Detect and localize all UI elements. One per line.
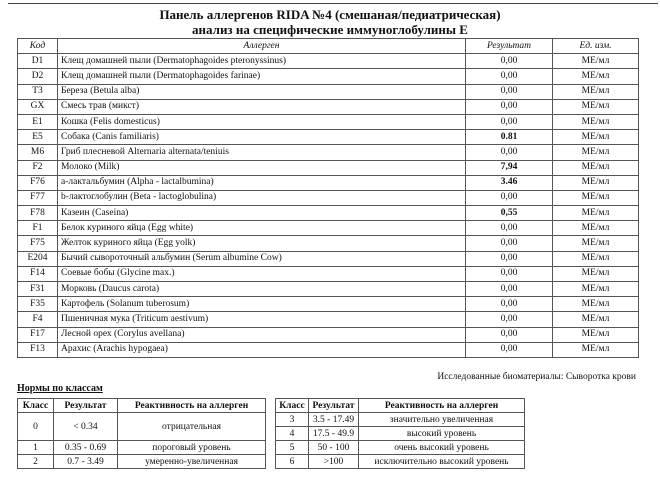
allergen-code: F13 [18,342,58,357]
table-row [18,190,639,205]
allergen-name: Казеин (Caseina) [58,206,466,221]
norms-class: 3 [276,413,309,427]
allergen-result: 0,00 [466,266,553,281]
allergen-code: T3 [18,84,58,99]
norms-class: 2 [18,455,54,469]
allergen-unit: МЕ/мл [553,84,639,99]
title-line-2: анализ на специфические иммуноглобулины Е [192,22,468,37]
allergen-code: D2 [18,69,58,84]
allergen-name: Береза (Betula alba) [58,84,466,99]
allergen-name: Клещ домашней пыли (Dermatophagoides farinae) [58,69,466,84]
allergen-unit: МЕ/мл [553,130,639,145]
allergen-unit: МЕ/мл [553,190,639,205]
allergen-result: 0,00 [466,251,553,266]
allergen-unit: МЕ/мл [553,175,639,190]
allergen-result: 0,55 [466,206,553,221]
allergen-code: D1 [18,54,58,69]
allergen-code: E5 [18,130,58,145]
allergen-result: 0,00 [466,282,553,297]
norms-result: < 0.34 [54,413,118,441]
allergen-unit: МЕ/мл [553,99,639,114]
allergen-unit: МЕ/мл [553,282,639,297]
allergen-code: F77 [18,190,58,205]
allergen-unit: МЕ/мл [553,206,639,221]
allergen-code: M6 [18,145,58,160]
allergen-result: 0,00 [466,145,553,160]
norms-result: 0.7 - 3.49 [54,455,118,469]
allergen-code: F78 [18,206,58,221]
header-unit: Ед. изм. [553,39,639,54]
allergen-code: F17 [18,327,58,342]
allergen-name: Кошка (Felis domesticus) [58,114,466,129]
allergen-result: 0,00 [466,114,553,129]
top-rule [8,3,658,4]
allergen-unit: МЕ/мл [553,114,639,129]
allergen-unit: МЕ/мл [553,312,639,327]
table-row [18,312,639,327]
table-row [18,266,639,281]
allergen-unit: МЕ/мл [553,160,639,175]
allergen-code: F4 [18,312,58,327]
header-result: Результат [466,39,553,54]
table-row [18,251,639,266]
allergen-name: Смесь трав (микст) [58,99,466,114]
allergen-unit: МЕ/мл [553,327,639,342]
table-row [18,99,639,114]
allergen-name: Гриб плесневой Alternaria alternata/teniuis [58,145,466,160]
allergen-results-table [17,38,639,358]
allergen-result: 0,00 [466,342,553,357]
allergen-code: GX [18,99,58,114]
allergen-result: 0,00 [466,297,553,312]
allergen-name: Лесной орех (Corylus avellana) [58,327,466,342]
allergen-name: Морковь (Daucus carota) [58,282,466,297]
allergen-code: F75 [18,236,58,251]
table-header-row [18,39,639,54]
allergen-name: Клещ домашней пыли (Dermatophagoides pteronyssinus) [58,54,466,69]
allergen-code: F76 [18,175,58,190]
norms-class: 5 [276,441,309,455]
norms-row [276,427,525,441]
table-row [18,130,639,145]
allergen-result: 0,00 [466,312,553,327]
allergen-result: 0,00 [466,327,553,342]
allergen-result: 0,00 [466,84,553,99]
norms-left-rows [18,413,266,469]
table-row [18,54,639,69]
allergen-result: 7,94 [466,160,553,175]
table-row [18,175,639,190]
title-line-1: Панель аллергенов RIDA №4 (смешаная/педиатрическая) [159,7,501,22]
table-row [18,282,639,297]
allergen-name: Бычий сывороточный альбумин (Serum albumine Cow) [58,251,466,266]
allergen-name: Пшеничная мука (Triticum aestivum) [58,312,466,327]
norms-header-result: Результат [309,399,359,413]
document-title [0,7,660,37]
norms-class: 1 [18,441,54,455]
norms-reactivity: значительно увеличенная [359,413,525,427]
norms-class: 6 [276,455,309,469]
table-row [18,145,639,160]
allergen-code: E1 [18,114,58,129]
allergen-code: F2 [18,160,58,175]
allergen-result: 0.81 [466,130,553,145]
allergen-result: 0,00 [466,54,553,69]
norms-row [18,455,266,469]
table-row [18,342,639,357]
norms-header-reactivity: Реактивность на аллерген [118,399,266,413]
allergen-unit: МЕ/мл [553,297,639,312]
norms-table-left [17,398,266,469]
allergen-code: F1 [18,221,58,236]
norms-reactivity: высокий уровень [359,427,525,441]
norms-reactivity: пороговый уровень [118,441,266,455]
norms-table-right [275,398,525,469]
norms-header-row [276,399,525,413]
norms-result: 50 - 100 [309,441,359,455]
norms-header-class: Класс [276,399,309,413]
norms-class: 4 [276,427,309,441]
norms-header-class: Класс [18,399,54,413]
norms-row [276,455,525,469]
allergen-unit: МЕ/мл [553,221,639,236]
allergen-unit: МЕ/мл [553,54,639,69]
norms-result: 3.5 - 17.49 [309,413,359,427]
table-row [18,327,639,342]
norms-reactivity: отрицательная [118,413,266,441]
allergen-code: F35 [18,297,58,312]
allergen-result: 0,00 [466,221,553,236]
allergen-result: 0,00 [466,190,553,205]
norms-reactivity: умеренно-увеличенная [118,455,266,469]
allergen-name: Картофель (Solanum tuberosum) [58,297,466,312]
allergen-name: b-лактоглобулин (Beta - lactoglobulina) [58,190,466,205]
table-row [18,160,639,175]
norms-header-row [18,399,266,413]
allergen-name: Собака (Canis familiaris) [58,130,466,145]
allergen-unit: МЕ/мл [553,145,639,160]
table-row [18,297,639,312]
allergen-result: 3.46 [466,175,553,190]
allergen-unit: МЕ/мл [553,266,639,281]
norms-row [276,441,525,455]
table-row [18,236,639,251]
norms-row [18,441,266,455]
norms-header-reactivity: Реактивность на аллерген [359,399,525,413]
allergen-name: Соевые бобы (Glycine max.) [58,266,466,281]
norms-row [276,413,525,427]
allergen-code: E204 [18,251,58,266]
norms-class: 0 [18,413,54,441]
allergen-unit: МЕ/мл [553,236,639,251]
norms-result: 17.5 - 49.9 [309,427,359,441]
allergen-unit: МЕ/мл [553,69,639,84]
allergen-code: F31 [18,282,58,297]
allergen-unit: МЕ/мл [553,342,639,357]
allergen-name: Молоко (Milk) [58,160,466,175]
allergen-unit: МЕ/мл [553,251,639,266]
norms-title: Нормы по классам [17,383,103,394]
allergen-rows [18,54,639,358]
allergen-name: а-лактальбумин (Alpha - lactalbumina) [58,175,466,190]
table-row [18,69,639,84]
norms-result: >100 [309,455,359,469]
allergen-result: 0,00 [466,236,553,251]
allergen-result: 0,00 [466,99,553,114]
norms-right-rows [276,413,525,469]
table-row [18,84,639,99]
norms-result: 0.35 - 0.69 [54,441,118,455]
norms-reactivity: исключительно высокий уровень [359,455,525,469]
allergen-name: Желток куриного яйца (Egg yolk) [58,236,466,251]
table-row [18,221,639,236]
table-row [18,114,639,129]
norms-header-result: Результат [54,399,118,413]
norms-row [18,413,266,441]
header-allergen: Аллерген [58,39,466,54]
allergen-name: Белок куриного яйца (Egg white) [58,221,466,236]
header-code: Код [18,39,58,54]
table-row [18,206,639,221]
allergen-result: 0,00 [466,69,553,84]
allergen-name: Арахис (Arachis hypogaea) [58,342,466,357]
norms-reactivity: очень высокий уровень [359,441,525,455]
allergen-code: F14 [18,266,58,281]
biomaterial-note: Исследованные биоматериалы: Сыворотка крови [437,372,636,382]
